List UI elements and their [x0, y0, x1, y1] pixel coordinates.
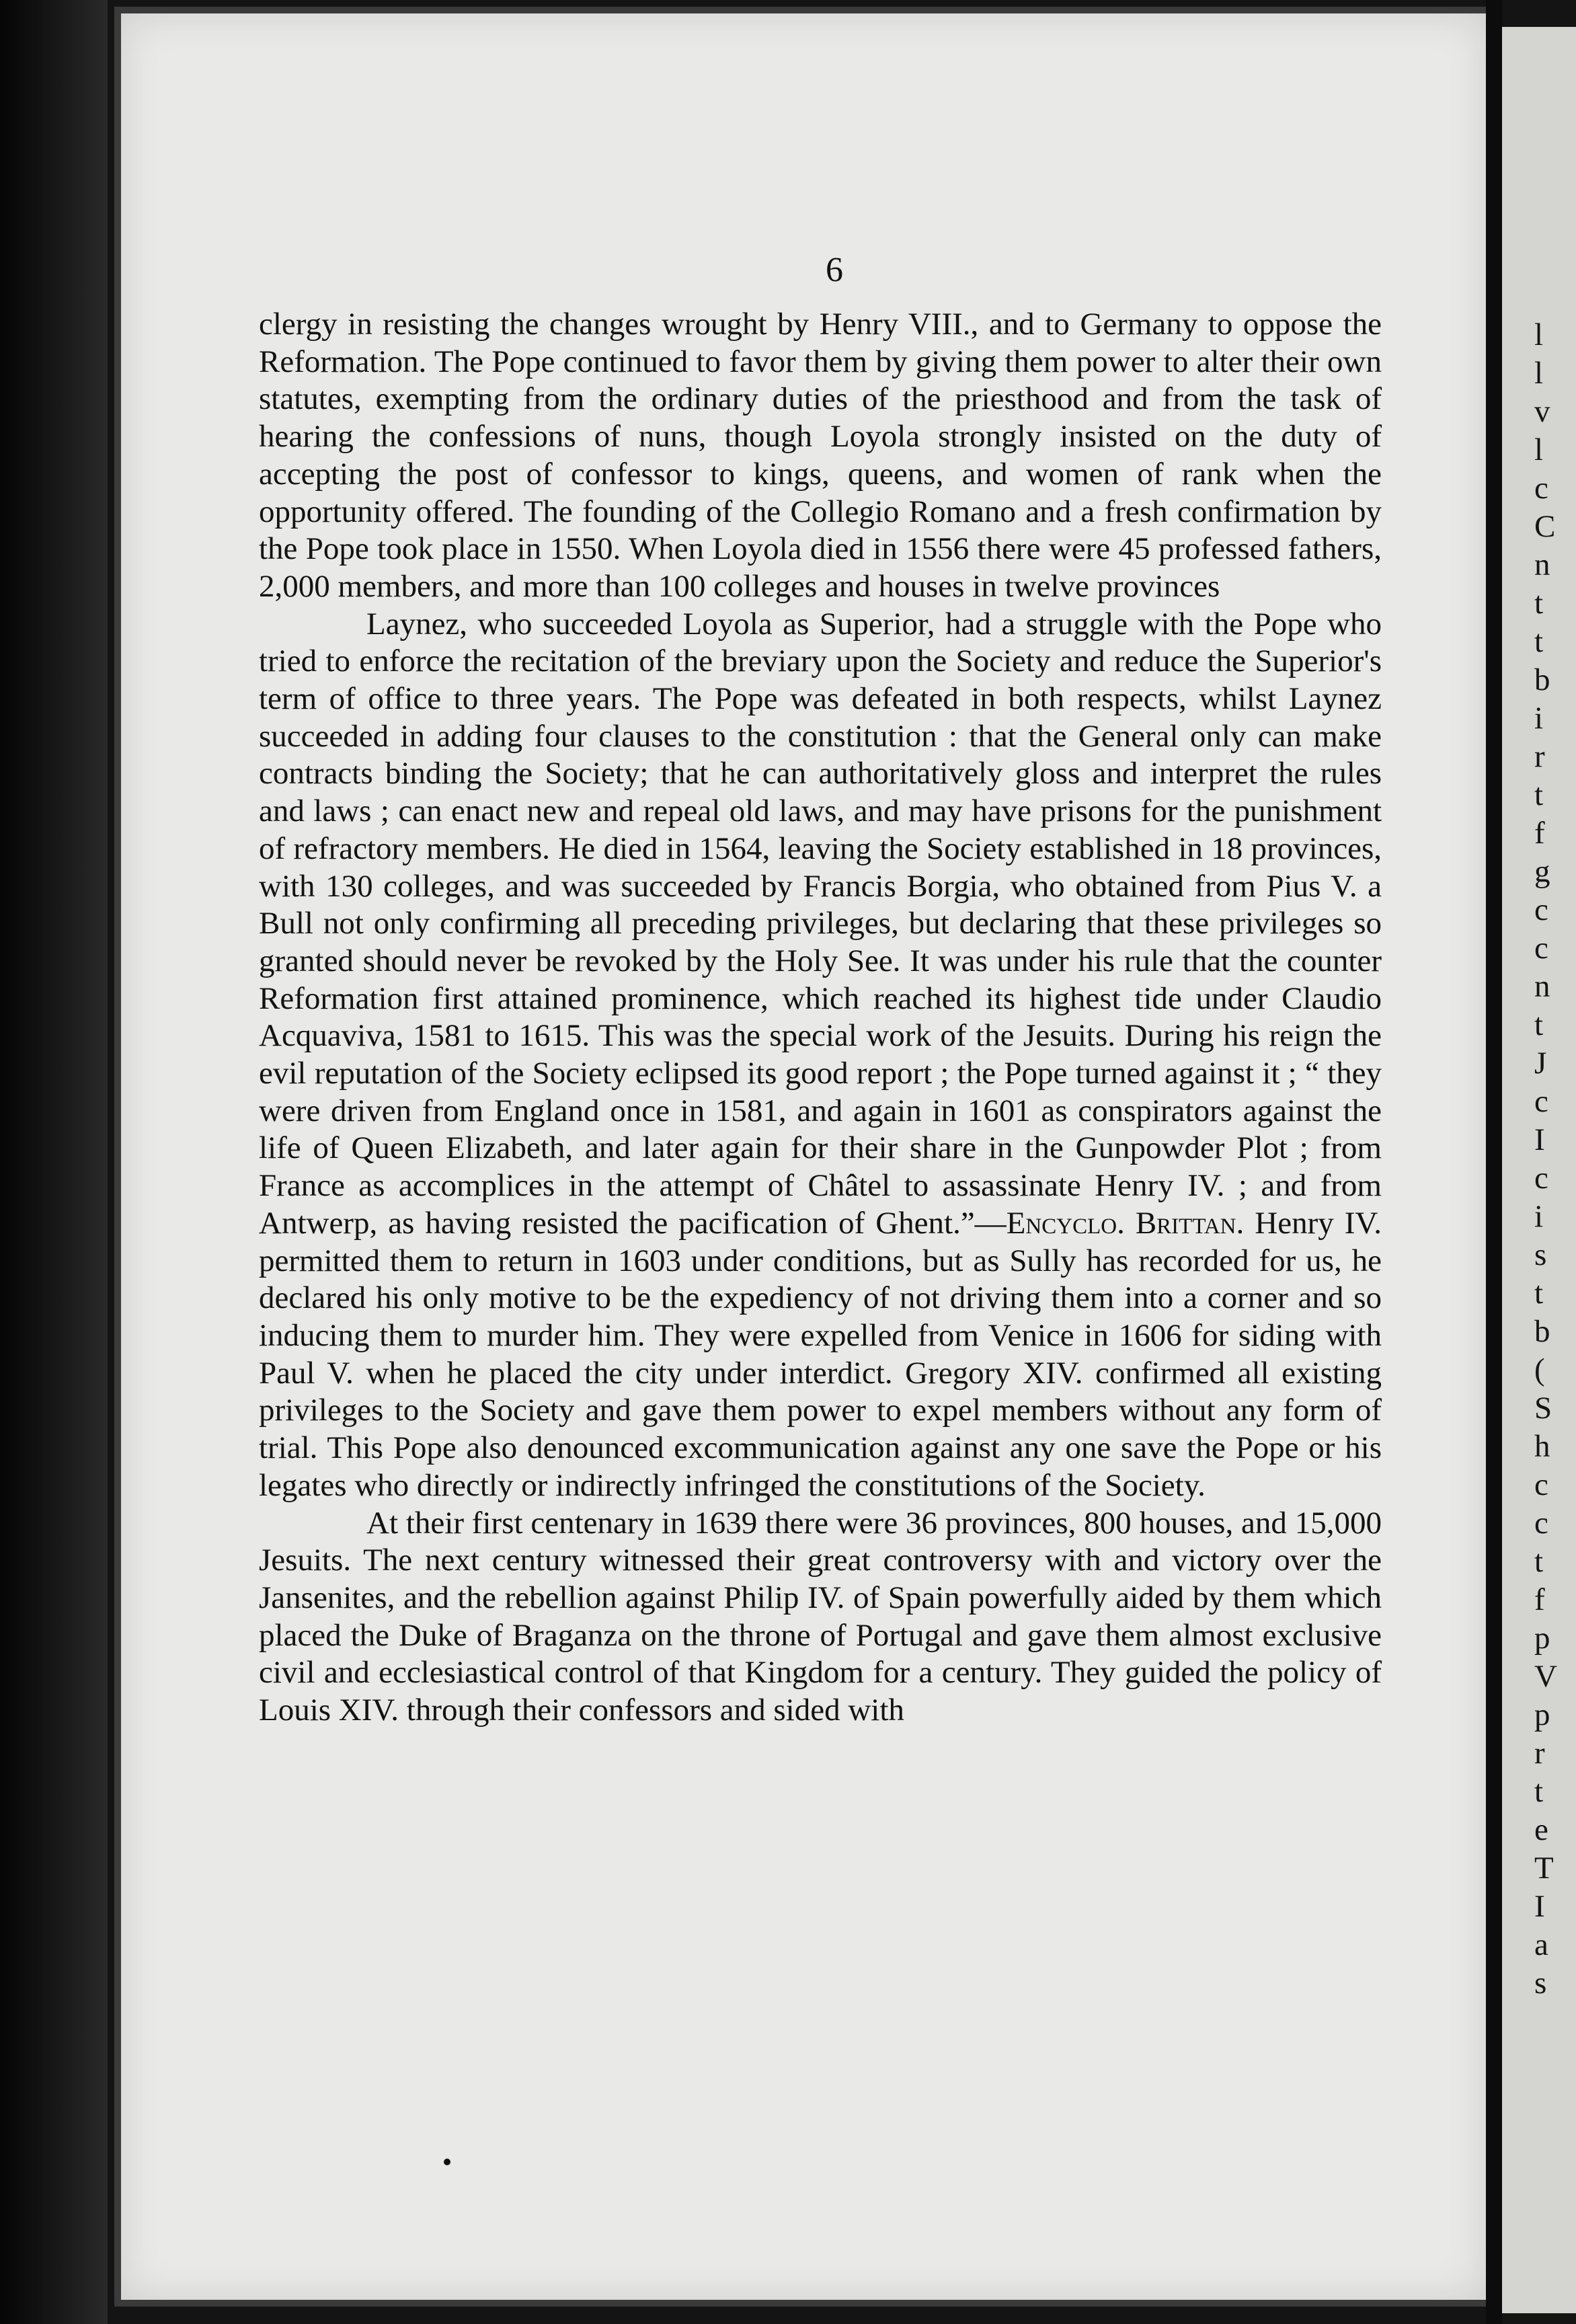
fragment: g — [1534, 854, 1550, 889]
scan-border-left — [0, 0, 108, 2324]
fragment: b — [1534, 1314, 1550, 1349]
fragment: t — [1534, 1276, 1544, 1311]
book-gutter — [1486, 0, 1502, 2324]
fragment: r — [1534, 1736, 1545, 1771]
fragment: J — [1534, 1046, 1547, 1081]
paragraph: clergy in resisting the changes wrought by Henry VIII., and to Germany to oppose the Reformation. The Pope continued to favor them by giving them power to alter their own statutes, exempting from the ordinary duties of the priesthood and from the task of hearing the confessions of nuns, though Loyola strongly insisted on the duty of accepting the post of confessor to kings, queens, and women of rank when the opportunity offered. The founding of the Collegio Romano and a fresh confirmation by the Pope took place in 1550. When Loyola died in 1556 there were 45 professed fathers, 2,000 members, and more than 100 colleges and houses in twelve provinces — [259, 307, 1382, 604]
fragment: ( — [1534, 1352, 1545, 1387]
fragment: p — [1534, 1697, 1550, 1732]
fragment: t — [1534, 586, 1544, 621]
paragraph: At their first centenary in 1639 there were 36 provinces, 800 houses, and 15,000 Jesuits. The next century witnessed their great controversy with and victory over the Jansenites, and the rebellion against Philip IV. of Spain powerfully aided by them which placed the Duke of Braganza on the throne of Portugal and gave them almost exclusive civil and ecclesiastical control of that Kingdom for a century. They guided the policy of Louis XIV. through their confessors and sided with — [259, 1505, 1382, 1728]
fragment: I — [1534, 1889, 1545, 1924]
fragment: C — [1534, 509, 1556, 544]
fragment: c — [1534, 931, 1548, 966]
fragment: b — [1534, 662, 1550, 697]
fragment: c — [1534, 1084, 1548, 1119]
fragment: r — [1534, 739, 1545, 774]
fragment: t — [1534, 1544, 1544, 1579]
paragraph — [259, 606, 1382, 1505]
fragment: e — [1534, 1812, 1548, 1847]
fragment: S — [1534, 1391, 1552, 1426]
fragment: t — [1534, 1774, 1544, 1809]
fragment: T — [1534, 1851, 1554, 1886]
fragment: s — [1534, 1966, 1547, 2001]
fragment: V — [1534, 1659, 1557, 1694]
fragment: c — [1534, 1161, 1548, 1196]
citation: Encyclo. Brittan. — [1006, 1205, 1245, 1241]
fragment: f — [1534, 1582, 1545, 1617]
page-number: 6 — [826, 251, 843, 289]
fragment: c — [1534, 1467, 1548, 1502]
fragment: f — [1534, 816, 1545, 851]
paragraph-text: Laynez, who succeeded Loyola as Superior, had a struggle with the Pope who tried to enforce the recitation of the breviary upon the Society and reduce the Superior's term of office to three years. The Pope was defeated in both respects, whilst Laynez succeeded in adding four clauses to the constitution : that the General only can make contracts binding the Society; that he can authoritatively gloss and interpret the rules and laws ; can enact new and repeal old laws, and may have prisons for the punishment of refractory members. He died in 1564, leaving the Society established in 18 provinces, with 130 colleges, and was succeeded by Francis Borgia, who obtained from Pius V. a Bull not only confirming all preceding privileges, but declaring that these privileges so granted should never be revoked by the Holy See. It was under his rule that the counter Reformation first attained prominence, which reached its highest tide under Claudio Acquaviva, 1581 to 1615. This was the special work of the Jesuits. During his reign the evil reputation of the Society eclipsed its good report ; the Pope turned against it ; “ they were driven from England once in 1581, and again in 1601 as conspirators against the life of Queen Elizabeth, and later again for their share in the Gunpowder Plot ; from France as accomplices in the attempt of Châtel to assassinate Henry IV. ; and from Antwerp, as having resisted the pacification of Ghent.”— — [259, 606, 1382, 1241]
fragment: n — [1534, 969, 1550, 1004]
fragment: l — [1534, 317, 1544, 352]
fragment: c — [1534, 471, 1548, 506]
fragment: c — [1534, 892, 1548, 927]
fragment: n — [1534, 547, 1550, 582]
adjacent-page-text-fragments — [1534, 316, 1575, 2003]
paragraph-text-continued: Henry IV. permitted them to return in 1603 under conditions, but as Sully has recorded for us, he declared his only motive to be the expediency of not driving them into a corner and so inducing them to murder him. They were expelled from Venice in 1606 for siding with Paul V. when he placed the city under interdict. Gregory XIV. confirmed all existing privileges to the Society and gave them power to expel members without any form of trial. This Pope also denounced excommunication against any one save the Pope or his legates who directly or indirectly infringed the constitutions of the Society. — [259, 1205, 1382, 1503]
fragment: t — [1534, 624, 1544, 659]
fragment: t — [1534, 777, 1544, 812]
fragment: v — [1534, 394, 1550, 429]
fragment: l — [1534, 432, 1544, 467]
fragment: t — [1534, 1007, 1544, 1042]
fragment: h — [1534, 1429, 1550, 1464]
fragment: a — [1534, 1927, 1548, 1962]
fragment: s — [1534, 1237, 1547, 1272]
fragment: i — [1534, 701, 1544, 736]
fragment: c — [1534, 1506, 1548, 1541]
fragment: p — [1534, 1621, 1550, 1656]
ink-speck — [444, 2159, 450, 2165]
fragment: i — [1534, 1199, 1544, 1234]
body-text — [259, 306, 1382, 1730]
fragment: I — [1534, 1122, 1545, 1157]
fragment: l — [1534, 356, 1544, 391]
